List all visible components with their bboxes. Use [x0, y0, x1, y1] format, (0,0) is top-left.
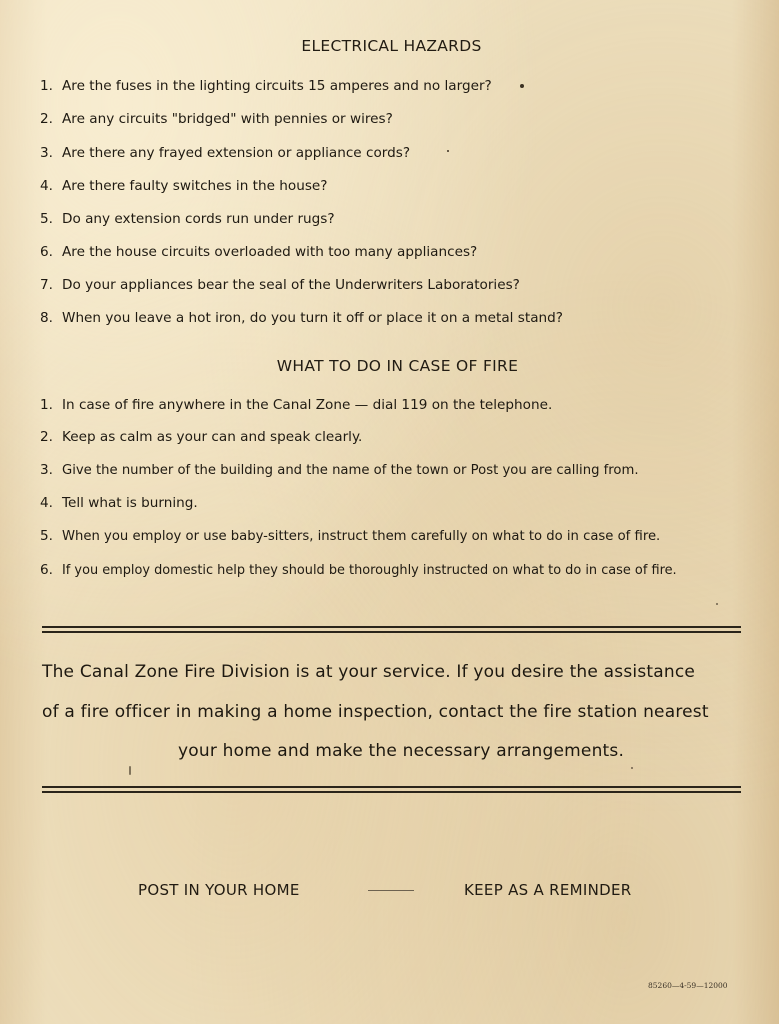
list-item: 3. Are there any frayed extension or appliance cords? [40, 145, 411, 161]
list-item: 8. When you leave a hot iron, do you turn it off or place it on a metal stand? [40, 310, 563, 326]
top-double-rule [42, 626, 741, 634]
electrical-hazards-heading: ELECTRICAL HAZARDS [301, 37, 482, 55]
list-item: 3. Give the number of the building and the name of the town or Post you are calling from. [40, 462, 639, 478]
list-item: 2. Keep as calm as your can and speak clearly. [40, 429, 363, 445]
paper-speck [716, 603, 718, 605]
paper-speck [129, 766, 131, 775]
list-item: 1. In case of fire anywhere in the Canal Zone — dial 119 on the telephone. [40, 397, 553, 413]
list-item: 5. Do any extension cords run under rugs? [40, 211, 335, 227]
print-code: 85260—4-59—12000 [648, 981, 728, 990]
list-item: 4. Are there faulty switches in the house? [40, 178, 328, 194]
list-item: 6. Are the house circuits overloaded with too many appliances? [40, 244, 478, 260]
list-item: 7. Do your appliances bear the seal of the Underwriters Laboratories? [40, 277, 520, 293]
bottom-double-rule [42, 786, 741, 794]
keep-as-reminder-label: KEEP AS A REMINDER [464, 881, 632, 899]
list-item: 1. Are the fuses in the lighting circuits 15 amperes and no larger? [40, 78, 492, 94]
list-item: 2. Are any circuits "bridged" with pennies or wires? [40, 111, 393, 127]
service-line: your home and make the necessary arrangements. [178, 741, 625, 761]
paper-speck [447, 150, 449, 152]
post-in-your-home-label: POST IN YOUR HOME [138, 881, 300, 899]
what-to-do-heading: WHAT TO DO IN CASE OF FIRE [276, 357, 519, 375]
service-line: The Canal Zone Fire Division is at your service. If you desire the assistance [42, 662, 696, 682]
paper-speck [520, 84, 524, 88]
list-item: 4. Tell what is burning. [40, 495, 198, 511]
footer-dash [368, 890, 414, 891]
list-item: 5. When you employ or use baby-sitters, instruct them carefully on what to do in case of fire. [40, 528, 661, 544]
service-line: of a fire officer in making a home inspection, contact the fire station nearest [42, 702, 709, 722]
list-item: 6. If you employ domestic help they should be thoroughly instructed on what to do in case of fire. [40, 562, 677, 578]
paper-speck [631, 767, 633, 769]
